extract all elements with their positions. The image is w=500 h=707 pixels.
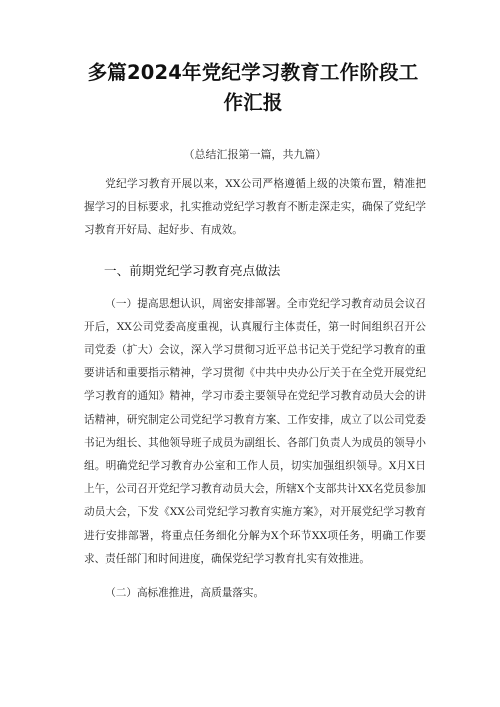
intro-paragraph: 党纪学习教育开展以来，XX公司严格遵循上级的决策布置，精准把握学习的目标要求，扎实推动党纪学习教育不断走深走实，确保了党纪学习教育开好局、起好步、有成效。 — [84, 178, 426, 237]
document-subtitle: （总结汇报第一篇，共九篇） — [183, 148, 327, 161]
subsection-heading: （二）高标准推进，高质量落实。 — [105, 587, 265, 600]
section-paragraph: （一）提高思想认识，周密安排部署。全市党纪学习教育动员会议召开后，XX公司党委高度重视，认真履行主体责任，第一时间组织召开公司党委（扩大）会议，深入学习贯彻习近平总书记关于党纪学习教育的重要讲话和重要指示精神，学习贯彻《中共中央办公厅关于在全党开展党纪学习教育的通知》精神，学习市委主要领导在党纪学习教育动员大会的讲话精神，研究制定公司党纪学习教育方案、工作安排，成立了以公司党委书记为组长、其他领导班子成员为副组长、各部门负责人为成员的领导小组。明确党纪学习教育办公室和工作人员，切实加强组织领导。X月X日上午，公司召开党纪学习教育动员大会，所辖X个支部共计XX名党员参加动员大会，下发《XX公司党纪学习教育实施方案》，对开展党纪学习教育进行安排部署，将重点任务细化分解为X个环节XX项任务，明确工作要求、责任部门和时间进度，确保党纪学习教育扎实有效推进。 — [84, 297, 426, 565]
section-heading: 一、前期党纪学习教育亮点做法 — [104, 262, 281, 278]
document-title: 多篇2024年党纪学习教育工作阶段工作汇报 — [87, 61, 419, 114]
